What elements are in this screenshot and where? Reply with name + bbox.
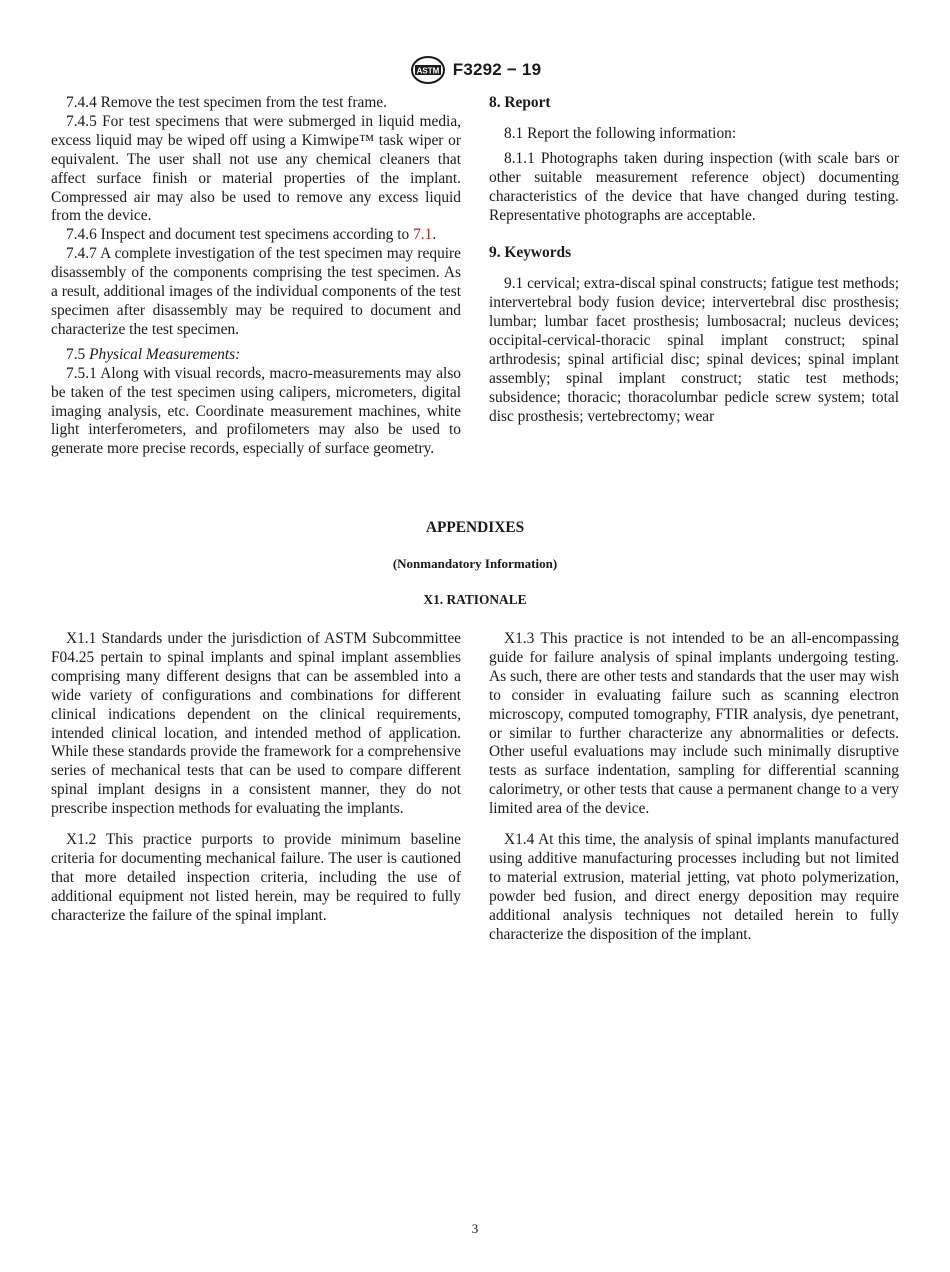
rationale-heading: X1. RATIONALE [423,592,527,607]
appendixes-title: APPENDIXES [425,519,525,536]
section-7-5-title: Physical Measurements: [89,345,241,363]
paragraph-7-4-6-text: 7.4.6 Inspect and document test specimens according to [66,226,414,244]
section-7-5-heading [51,346,461,365]
right-column-top [489,94,899,427]
svg-text:ASTM: ASTM [416,66,440,76]
page-number: 3 [471,1221,479,1236]
standard-designation: F3292 − 19 [452,60,542,79]
paragraph-x1-3: X1.3 This practice is not intended to be an all-encompassing guide for failure analysis of spinal implants undergoing testing. As such, there are other tests and standards that the user may wish to consider in evaluating failure such as scanning electron microscopy, computed tomography, FTIR analysis, dye penetrant, or similar to further characterize any abnormalities or defects. Other useful evaluations may include such minimally disruptive tests as surface indentation, sampling for differential scanning calorimetry, or other tests that cause a permanent change to a very limited area of the device. [489,630,899,818]
paragraph-8-1-1: 8.1.1 Photographs taken during inspection (with scale bars or other suitable measurement reference object) documenting characteristics of the device that have changed during testing. Representative photographs are acceptable. [489,149,899,224]
paragraph-7-5-1: 7.5.1 Along with visual records, macro-measurements may also be taken of the test specimen using calipers, micrometers, digital imaging analysis, etc. Coordinate measurement machines, white light interferometers, and profilometers may also be used to generate more precise records, especially of surface geometry. [51,364,461,458]
page-header [0,55,950,85]
section-9-heading: 9. Keywords [489,244,572,262]
paragraph-7-4-4: 7.4.4 Remove the test specimen from the test frame. [66,94,387,111]
paragraph-7-4-6-end: . [432,226,437,244]
paragraph-x1-1: X1.1 Standards under the jurisdiction of ASTM Subcommittee F04.25 pertain to spinal implants and spinal implant assemblies comprising many different designs that can be assembled into a wide variety of configurations and combinations for different clinical indications dependent on the clinical requirements, intended clinical location, and intended method of application. While these standards provide the framework for a comprehensive series of mechanical tests that can be used to compare different spinal implant designs in a consistent manner, they do not prescribe inspection methods for evaluating the implants. [51,630,461,818]
paragraph-x1-2: X1.2 This practice purports to provide minimum baseline criteria for documenting mechanical failure. The user is cautioned that more detailed inspection criteria, including the use of additional equipment not listed herein, may be required to fully characterize the failure of the spinal implant. [51,831,461,924]
paragraph-x1-4: X1.4 At this time, the analysis of spinal implants manufactured using additive manufacturing processes including but not limited to material extrusion, material jetting, vat photo polymerization, powder bed fusion, and direct energy deposition may require additional analysis techniques not detailed herein to fully characterize the disposition of the implant. [489,831,899,943]
right-column-bottom [489,630,899,945]
astm-logo-icon [409,55,447,85]
paragraph-8-1: 8.1 Report the following information: [504,124,737,142]
nonmandatory-subtitle: (Nonmandatory Information) [392,556,558,571]
paragraph-9-1: 9.1 cervical; extra-discal spinal constructs; fatigue test methods; intervertebral body fusion device; intervertebral disc prosthesis; lumbar; lumbar facet prosthesis; lumbosacral; nucleus devices; occipital-cervical-thoracic spinal implant construct; spinal arthrodesis; spinal artificial disc; spinal devices; spinal implant assembly; spinal implant construct; static test methods; subsidence; thoracic; thoracolumbar pedicle screw system; total disc prosthesis; vertebrectomy; wear [489,275,899,425]
section-8-heading: 8. Report [489,94,551,111]
left-column-top [51,94,461,459]
section-7-5-number: 7.5 [66,345,90,363]
left-column-bottom [51,630,461,926]
paragraph-7-4-6 [51,226,461,245]
paragraph-7-4-7: 7.4.7 A complete investigation of the test specimen may require disassembly of the components comprising the test specimen. As a result, additional images of the individual components of the test specimen after disassembly may be required to document and characterize the test specimen. [51,245,461,338]
section-7-1-link[interactable]: 7.1 [413,226,433,244]
paragraph-7-4-5: 7.4.5 For test specimens that were submerged in liquid media, excess liquid may be wiped off using a Kimwipe™ task wiper or equivalent. The user shall not use any chemical cleaners that affect surface finish or material properties of the implant. Compressed air may also be used to remove any excess liquid from the device. [51,112,461,225]
